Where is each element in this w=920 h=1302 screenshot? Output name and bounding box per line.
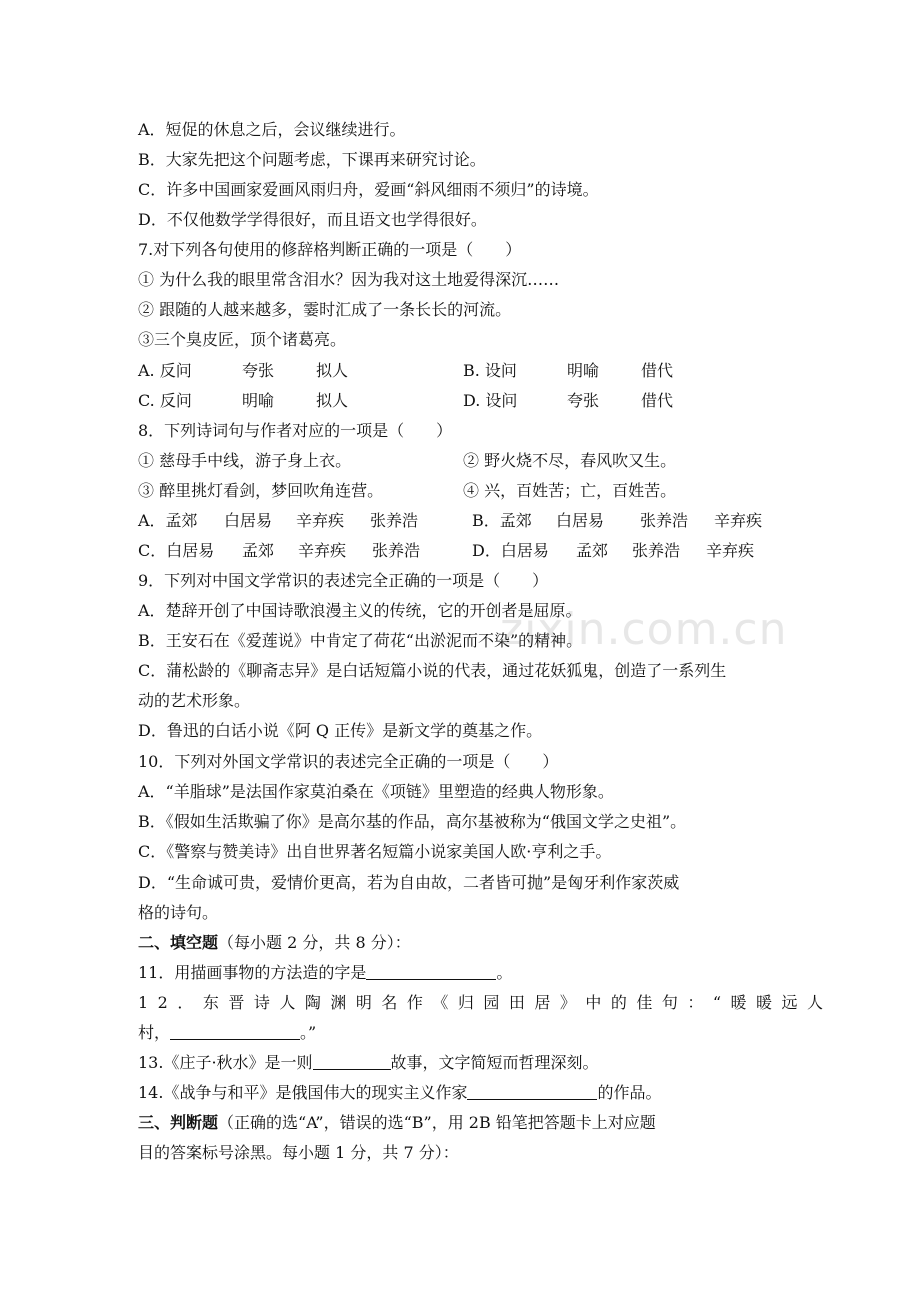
q14-blank <box>467 1083 597 1100</box>
q8-option-a <box>138 511 418 531</box>
q10-option-a: A．“羊脂球”是法国作家莫泊桑在《项链》里塑造的经典人物形象。 <box>138 782 614 801</box>
q8-b-1: B．孟郊 <box>472 511 532 530</box>
q12-line2 <box>138 1023 316 1043</box>
q7-c-1: C. 反问 <box>138 391 192 410</box>
q8-a-1: A．孟郊 <box>138 511 198 530</box>
q9-option-c-line1: C．蒲松龄的《聊斋志异》是白话短篇小说的代表，通过花妖狐鬼，创造了一系列生 <box>138 661 727 680</box>
q7-b-2: 明喻 <box>567 361 600 380</box>
section-3-title: 三、判断题 <box>138 1113 219 1132</box>
q6-option-c: C．许多中国画家爱画风雨归舟，爱画“斜风细雨不须归”的诗境。 <box>138 180 599 199</box>
q8-b-4: 辛弃疾 <box>714 511 763 530</box>
q9-option-a: A．楚辞开创了中国诗歌浪漫主义的传统，它的开创者是屈原。 <box>138 601 582 620</box>
q7-d-3: 借代 <box>641 391 674 410</box>
q12-blank <box>170 1023 300 1040</box>
q9-option-b: B．王安石在《爱莲说》中肯定了荷花“出淤泥而不染”的精神。 <box>138 631 583 650</box>
q8-sentence-3: ③ 醉里挑灯看剑，梦回吹角连营。 <box>138 481 384 500</box>
q8-sentence-2: ② 野火烧不尽，春风吹又生。 <box>463 451 677 470</box>
q8-a-4: 张养浩 <box>370 511 419 530</box>
q8-c-4: 张养浩 <box>372 541 421 560</box>
q7-c-2: 明喻 <box>242 391 275 410</box>
q8-c-2: 孟郊 <box>242 541 275 560</box>
q9-option-d: D．鲁迅的白话小说《阿 Q 正传》是新文学的奠基之作。 <box>138 721 543 740</box>
q7-d-2: 夸张 <box>567 391 600 410</box>
q7-option-d <box>463 391 673 411</box>
q6-option-d: D．不仅他数学学得很好，而且语文也学得很好。 <box>138 210 487 229</box>
q8-c-3: 辛弃疾 <box>298 541 347 560</box>
watermark: zixin.com.cn <box>500 604 788 655</box>
q10-option-d-line2: 格的诗句。 <box>138 903 219 922</box>
q13-blank <box>313 1053 391 1070</box>
q13-text: 13.《庄子·秋水》是一则 <box>138 1053 313 1072</box>
section-2-heading <box>138 933 411 953</box>
q8-sentence-1: ① 慈母手中线，游子身上衣。 <box>138 451 352 470</box>
q11-text: 11．用描画事物的方法造的字是 <box>138 963 367 982</box>
q8-a-3: 辛弃疾 <box>296 511 345 530</box>
section-2-title: 二、填空题 <box>138 933 219 952</box>
q7-option-c <box>138 391 348 411</box>
q6-option-a: A．短促的休息之后，会议继续进行。 <box>138 120 406 139</box>
q14-text: 14.《战争与和平》是俄国伟大的现实主义作家 <box>138 1083 468 1102</box>
section-3-note-line2: 目的答案标号涂黑。每小题 1 分，共 7 分）： <box>138 1143 459 1162</box>
q12-end: 。” <box>300 1023 317 1042</box>
q8-b-3: 张养浩 <box>640 511 689 530</box>
q8-d-1: D．白居易 <box>472 541 549 560</box>
q10-option-b: B．《假如生活欺骗了你》是高尔基的作品，高尔基被称为“俄国文学之史祖”。 <box>138 812 687 831</box>
q8-option-d <box>472 541 754 561</box>
q14 <box>138 1083 661 1103</box>
q7-sentence-3: ③三个臭皮匠，顶个诸葛亮。 <box>138 330 347 349</box>
q6-option-b: B．大家先把这个问题考虑，下课再来研究讨论。 <box>138 150 486 169</box>
q9-stem: 9．下列对中国文学常识的表述完全正确的一项是（ ） <box>138 571 549 590</box>
q11 <box>138 963 512 983</box>
q10-stem: 10．下列对外国文学常识的表述完全正确的一项是（ ） <box>138 752 559 771</box>
q13 <box>138 1053 599 1073</box>
q9-option-c-line2: 动的艺术形象。 <box>138 691 251 710</box>
q7-sentence-2: ② 跟随的人越来越多，霎时汇成了一条长长的河流。 <box>138 300 512 319</box>
q12-line1: 12．东晋诗人陶渊明名作《归园田居》中的佳句：“暖暖远人 <box>138 993 833 1012</box>
q7-a-2: 夸张 <box>242 361 275 380</box>
q7-d-1: D. 设问 <box>463 391 518 410</box>
q8-b-2: 白居易 <box>556 511 605 530</box>
q11-blank <box>366 963 496 980</box>
q10-option-d-line1: D．“生命诚可贵，爱情价更高，若为自由故，二者皆可抛”是匈牙利作家茨威 <box>138 873 680 892</box>
q7-b-3: 借代 <box>641 361 674 380</box>
section-3-heading <box>138 1113 656 1133</box>
q7-b-1: B. 设问 <box>463 361 517 380</box>
q12-text: 村， <box>138 1023 171 1042</box>
q7-c-3: 拟人 <box>316 391 349 410</box>
q7-a-3: 拟人 <box>316 361 349 380</box>
section-2-note: （每小题 2 分，共 8 分）： <box>218 933 411 952</box>
section-3-note: （正确的选“A”，错误的选“B”，用 2B 铅笔把答题卡上对应题 <box>218 1113 656 1132</box>
q11-end: 。 <box>496 963 513 982</box>
q7-option-b <box>463 361 673 381</box>
q7-stem: 7.对下列各句使用的修辞格判断正确的一项是（ ） <box>138 240 522 259</box>
q7-sentence-1: ① 为什么我的眼里常含泪水？因为我对这土地爱得深沉…… <box>138 270 560 289</box>
q14-end: 的作品。 <box>597 1083 662 1102</box>
q8-option-b <box>472 511 762 531</box>
q8-a-2: 白居易 <box>224 511 273 530</box>
q7-option-a <box>138 361 348 381</box>
q8-option-c <box>138 541 420 561</box>
q8-sentence-4: ④ 兴，百姓苦；亡，百姓苦。 <box>463 481 677 500</box>
q10-option-c: C．《警察与赞美诗》出自世界著名短篇小说家美国人欧·亨利之手。 <box>138 842 612 861</box>
q7-a-1: A. 反问 <box>138 361 192 380</box>
q8-d-3: 张养浩 <box>632 541 681 560</box>
q8-d-2: 孟郊 <box>576 541 609 560</box>
q13-end: 故事，文字简短而哲理深刻。 <box>390 1053 599 1072</box>
q8-stem: 8．下列诗词句与作者对应的一项是（ ） <box>138 421 453 440</box>
q8-c-1: C．白居易 <box>138 541 215 560</box>
q8-d-4: 辛弃疾 <box>706 541 755 560</box>
